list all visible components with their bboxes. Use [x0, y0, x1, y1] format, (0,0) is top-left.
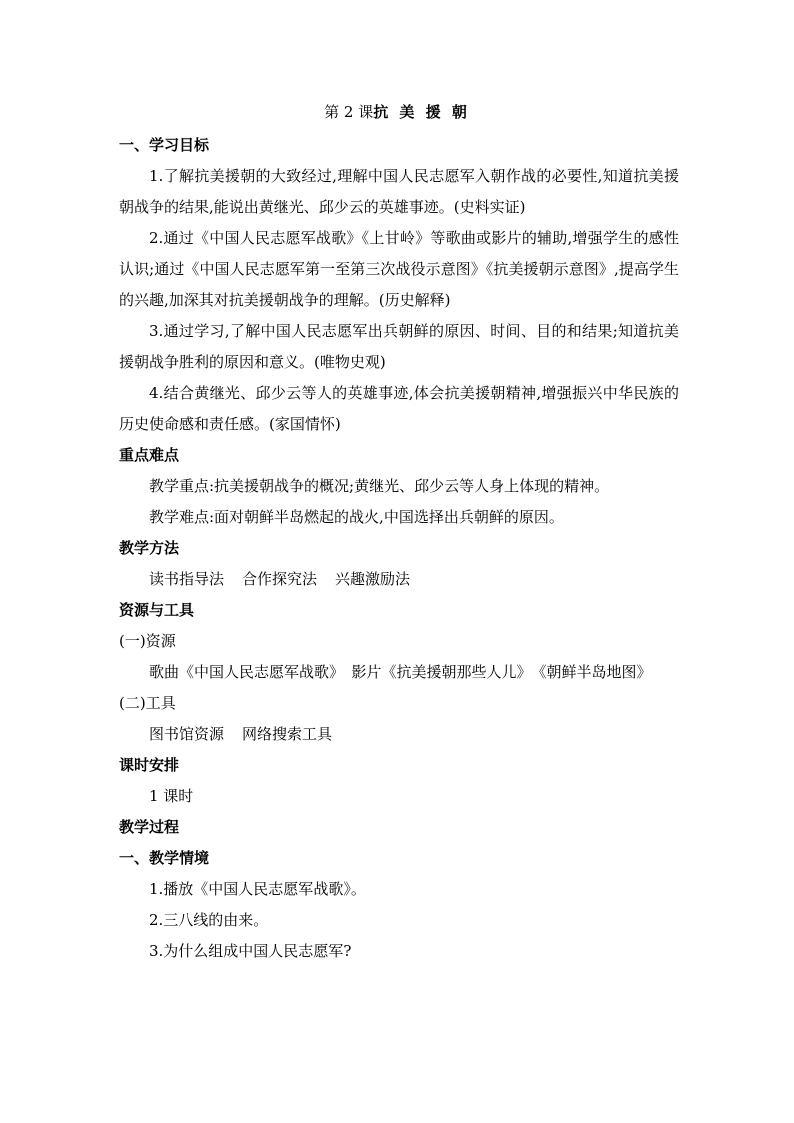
method-item: 合作探究法 [242, 570, 318, 588]
objectives-heading: 一、学习目标 [119, 136, 210, 154]
process-heading: 教学过程 [119, 818, 180, 836]
lesson-title: 抗 美 援 朝 [373, 103, 470, 121]
situation-item: 3.为什么组成中国人民志愿军? [149, 942, 352, 960]
tools-list [119, 719, 679, 750]
schedule-value: 1 课时 [149, 787, 194, 805]
key-point: 教学重点:抗美援朝战争的概况;黄继光、邱少云等人身上体现的精神。 [149, 477, 610, 495]
tool-item: 图书馆资源 [149, 725, 225, 743]
method-item: 兴趣激励法 [335, 570, 411, 588]
methods-list [119, 564, 679, 595]
situation-item: 1.播放《中国人民志愿军战歌》。 [149, 880, 366, 898]
resources-heading: 资源与工具 [119, 601, 195, 619]
tool-item: 网络搜索工具 [242, 725, 333, 743]
difficult-point: 教学难点:面对朝鲜半岛燃起的战火,中国选择出兵朝鲜的原因。 [149, 508, 564, 526]
resources-subheading: (一)资源 [119, 632, 176, 650]
situation-item: 2.三八线的由来。 [149, 911, 269, 929]
page-title [0, 101, 794, 123]
objective-item: 2.通过《中国人民志愿军战歌》《上甘岭》等歌曲或影片的辅助,增强学生的感性认识;通过《中国人民志愿军第一至第三次战役示意图》《抗美援朝示意图》,提高学生的兴趣,加深其对抗美援朝战争的理解。(历史解释) [119, 229, 679, 309]
resources-list: 歌曲《中国人民志愿军战歌》 影片《抗美援朝那些人儿》 《朝鲜半岛地图》 [149, 663, 652, 681]
method-item: 读书指导法 [149, 570, 225, 588]
document-body [119, 130, 679, 967]
methods-heading: 教学方法 [119, 539, 180, 557]
lesson-number: 第 2 课 [324, 103, 374, 121]
objective-item: 1.了解抗美援朝的大致经过,理解中国人民志愿军入朝作战的必要性,知道抗美援朝战争的结果,能说出黄继光、邱少云的英雄事迹。(史料实证) [119, 167, 679, 216]
objective-item: 4.结合黄继光、邱少云等人的英雄事迹,体会抗美援朝精神,增强振兴中华民族的历史使命感和责任感。(家国情怀) [119, 384, 679, 433]
schedule-heading: 课时安排 [119, 756, 180, 774]
key-difficult-heading: 重点难点 [119, 446, 180, 464]
objective-item: 3.通过学习,了解中国人民志愿军出兵朝鲜的原因、时间、目的和结果;知道抗美援朝战争胜利的原因和意义。(唯物史观) [119, 322, 679, 371]
tools-subheading: (二)工具 [119, 694, 176, 712]
situation-heading: 一、教学情境 [119, 849, 210, 867]
